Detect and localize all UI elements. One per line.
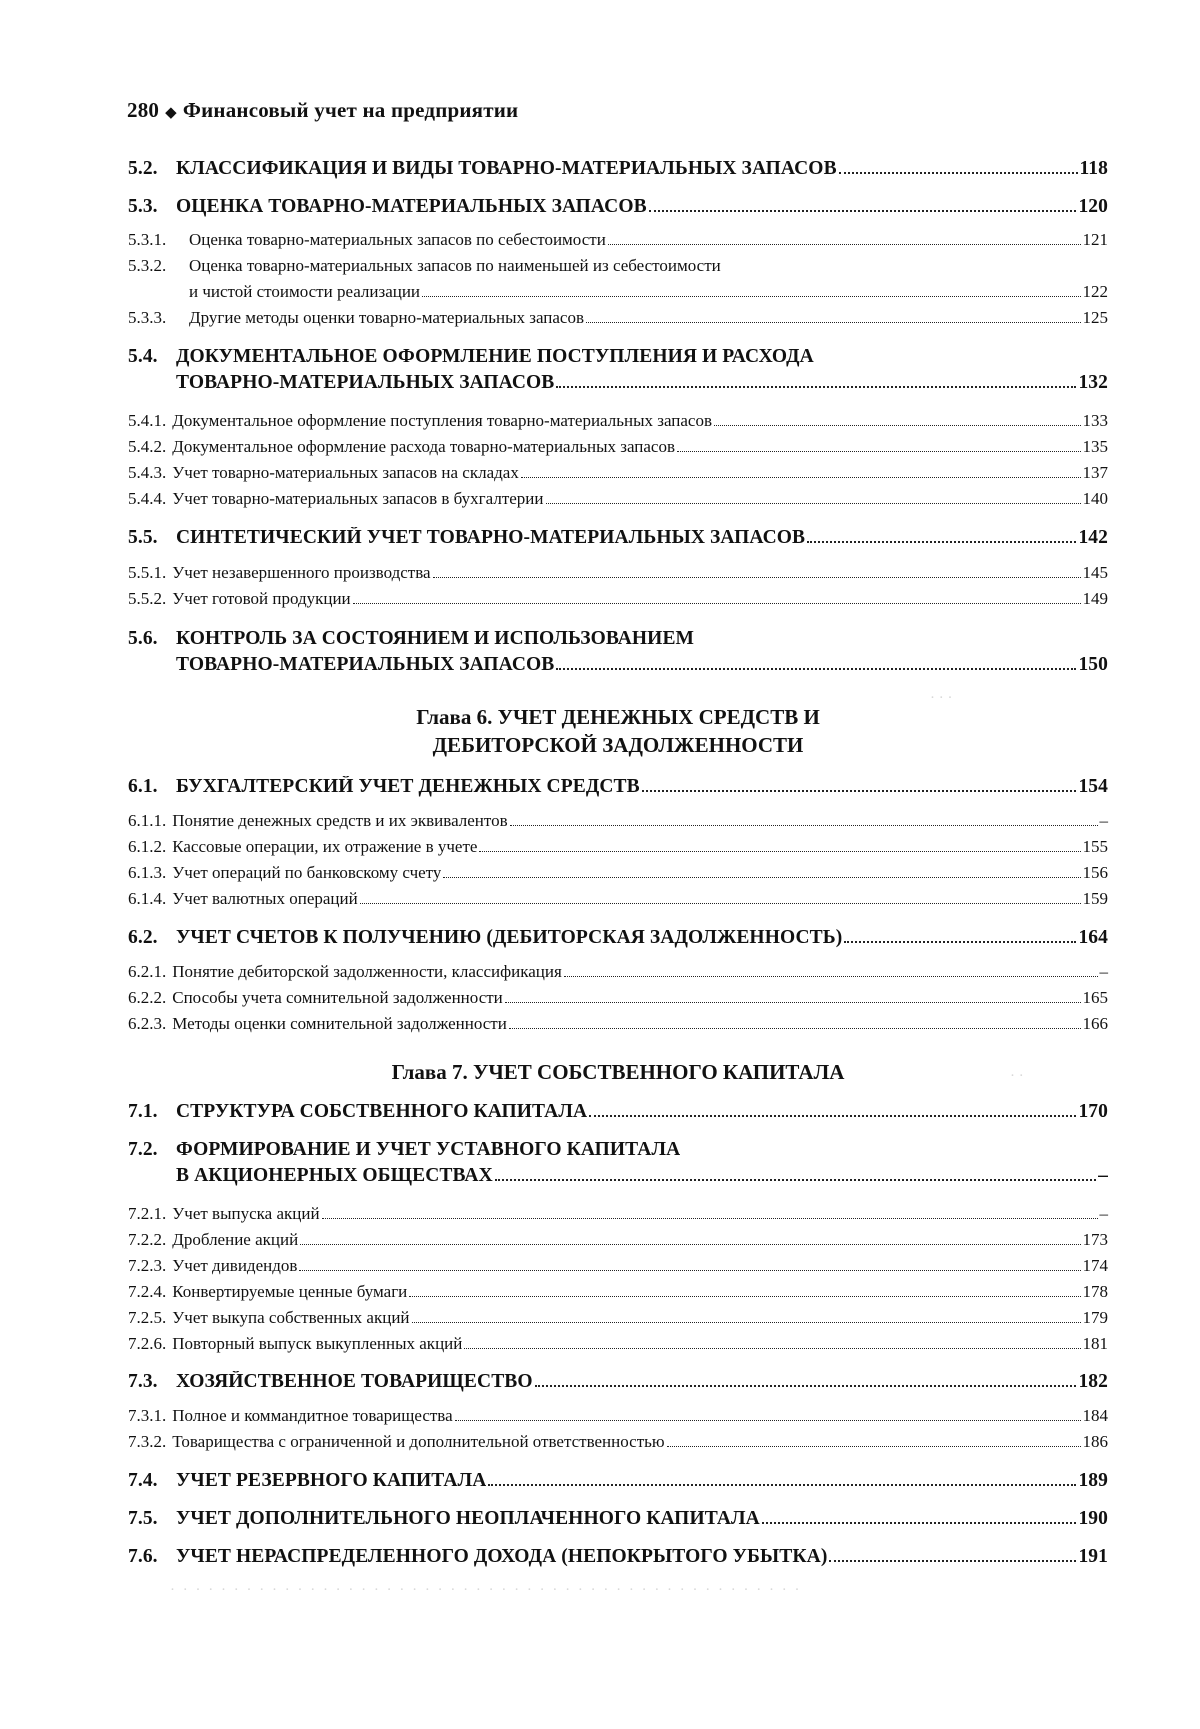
toc-entry-7-2-4[interactable] bbox=[128, 1282, 1108, 1302]
entry-number: 7.3.1. bbox=[128, 1406, 167, 1425]
entry-title: УЧЕТ СЧЕТОВ К ПОЛУЧЕНИЮ (ДЕБИТОРСКАЯ ЗАДОЛЖЕННОСТЬ) bbox=[176, 927, 843, 948]
entry-title: Кассовые операции, их отражение в учете bbox=[172, 837, 478, 856]
entry-number: 6.2. bbox=[128, 927, 158, 948]
entry-page: 166 bbox=[1082, 1014, 1108, 1033]
entry-number: 6.1.3. bbox=[128, 863, 167, 882]
dot-leader bbox=[464, 1348, 1080, 1349]
dot-leader bbox=[300, 1244, 1080, 1245]
entry-title: УЧЕТ ДОПОЛНИТЕЛЬНОГО НЕОПЛАЧЕННОГО КАПИТАЛА bbox=[176, 1508, 760, 1529]
dot-leader bbox=[762, 1522, 1077, 1524]
entry-number: 5.4.3. bbox=[128, 463, 167, 482]
diamond-icon: ◆ bbox=[165, 105, 177, 121]
toc-entry-7-1[interactable] bbox=[128, 1101, 1108, 1123]
entry-number: 5.4.1. bbox=[128, 411, 167, 430]
entry-title: ФОРМИРОВАНИЕ И УЧЕТ УСТАВНОГО КАПИТАЛА bbox=[176, 1139, 681, 1160]
toc-entry-5-3-3[interactable] bbox=[128, 308, 1108, 328]
entry-page: – bbox=[1099, 1204, 1108, 1223]
toc-entry-6-2-3[interactable] bbox=[128, 1014, 1108, 1034]
toc-entry-6-1-1[interactable] bbox=[128, 811, 1108, 831]
entry-page: 135 bbox=[1082, 437, 1108, 456]
toc-entry-7-2-6[interactable] bbox=[128, 1334, 1108, 1354]
dot-leader bbox=[608, 244, 1081, 245]
toc-entry-7-3-1[interactable] bbox=[128, 1406, 1108, 1426]
entry-page: 189 bbox=[1078, 1470, 1108, 1491]
dot-leader bbox=[509, 1028, 1081, 1029]
entry-title: Учет товарно-материальных запасов в бухгалтерии bbox=[172, 489, 544, 508]
entry-title: УЧЕТ РЕЗЕРВНОГО КАПИТАЛА bbox=[176, 1470, 487, 1491]
chapter-heading-7 bbox=[128, 1058, 1108, 1086]
entry-number: 7.4. bbox=[128, 1470, 158, 1491]
toc-entry-6-2-2[interactable] bbox=[128, 988, 1108, 1008]
entry-number: 7.6. bbox=[128, 1546, 158, 1567]
entry-page: 173 bbox=[1082, 1230, 1108, 1249]
entry-page: 150 bbox=[1078, 654, 1108, 675]
dot-leader bbox=[495, 1179, 1096, 1181]
dot-leader bbox=[479, 851, 1080, 852]
entry-number: 6.1.2. bbox=[128, 837, 167, 856]
dot-leader bbox=[556, 668, 1076, 670]
toc-entry-6-1-2[interactable] bbox=[128, 837, 1108, 857]
entry-number: 7.1. bbox=[128, 1101, 158, 1122]
entry-title: Документальное оформление расхода товарно-материальных запасов bbox=[172, 437, 676, 456]
entry-page: 174 bbox=[1082, 1256, 1108, 1275]
entry-title: Учет выпуска акций bbox=[172, 1204, 320, 1223]
entry-page: 125 bbox=[1082, 308, 1108, 327]
toc-entry-5-3-2-line1[interactable] bbox=[128, 256, 1108, 276]
entry-title: Оценка товарно-материальных запасов по наименьшей из себестоимости bbox=[189, 256, 721, 275]
dot-leader bbox=[412, 1322, 1081, 1323]
dot-leader bbox=[409, 1296, 1080, 1297]
entry-page: 145 bbox=[1082, 563, 1108, 582]
entry-page: 156 bbox=[1082, 863, 1108, 882]
entry-title: УЧЕТ НЕРАСПРЕДЕЛЕННОГО ДОХОДА (НЕПОКРЫТОГО УБЫТКА) bbox=[176, 1546, 828, 1567]
entry-page: 154 bbox=[1078, 776, 1108, 797]
entry-page: 118 bbox=[1079, 158, 1108, 179]
toc-entry-5-6-line1[interactable] bbox=[128, 628, 1108, 650]
toc-entry-6-2[interactable] bbox=[128, 927, 1108, 949]
bleed-through-mark: · · bbox=[1010, 1068, 1024, 1084]
entry-title: Понятие дебиторской задолженности, классификация bbox=[172, 962, 562, 981]
entry-number: 5.4.2. bbox=[128, 437, 167, 456]
entry-page: 179 bbox=[1082, 1308, 1108, 1327]
toc-entry-6-2-1[interactable] bbox=[128, 962, 1108, 982]
entry-page: 186 bbox=[1082, 1432, 1108, 1451]
toc-entry-5-4-1[interactable] bbox=[128, 411, 1108, 431]
entry-page: 121 bbox=[1082, 230, 1108, 249]
entry-page: 142 bbox=[1078, 527, 1108, 548]
toc-entry-7-2[interactable] bbox=[176, 1165, 1108, 1187]
toc-entry-7-3[interactable] bbox=[128, 1371, 1108, 1393]
entry-number: 5.3.2. bbox=[128, 256, 167, 275]
entry-title: Учет выкупа собственных акций bbox=[172, 1308, 410, 1327]
entry-page: 182 bbox=[1078, 1371, 1108, 1392]
entry-number: 6.1.1. bbox=[128, 811, 167, 830]
entry-title: ОЦЕНКА ТОВАРНО-МАТЕРИАЛЬНЫХ ЗАПАСОВ bbox=[176, 196, 647, 217]
dot-leader bbox=[322, 1218, 1098, 1219]
dot-leader bbox=[299, 1270, 1080, 1271]
toc-entry-7-2-3[interactable] bbox=[128, 1256, 1108, 1276]
entry-title: Полное и коммандитное товарищества bbox=[172, 1406, 453, 1425]
entry-number: 7.2.4. bbox=[128, 1282, 167, 1301]
entry-title: Повторный выпуск выкупленных акций bbox=[172, 1334, 463, 1353]
entry-number: 6.2.3. bbox=[128, 1014, 167, 1033]
dot-leader bbox=[546, 503, 1081, 504]
entry-title: и чистой стоимости реализации bbox=[189, 282, 421, 301]
dot-leader bbox=[844, 941, 1076, 943]
entry-number: 6.2.1. bbox=[128, 962, 167, 981]
entry-page: 190 bbox=[1078, 1508, 1108, 1529]
entry-title: Учет валютных операций bbox=[172, 889, 358, 908]
toc-entry-5-5-1[interactable] bbox=[128, 563, 1108, 583]
entry-number: 7.2.6. bbox=[128, 1334, 167, 1353]
dot-leader bbox=[443, 877, 1080, 878]
entry-number: 7.3.2. bbox=[128, 1432, 167, 1451]
entry-number: 5.2. bbox=[128, 158, 158, 179]
entry-number: 7.2.3. bbox=[128, 1256, 167, 1275]
chapter-title-line: Глава 6. УЧЕТ ДЕНЕЖНЫХ СРЕДСТВ И bbox=[416, 705, 820, 729]
page-number: 280 bbox=[127, 98, 160, 122]
dot-leader bbox=[589, 1115, 1076, 1117]
dot-leader bbox=[829, 1560, 1076, 1562]
entry-title: Дробление акций bbox=[172, 1230, 299, 1249]
entry-page: 164 bbox=[1078, 927, 1108, 948]
entry-page: 184 bbox=[1082, 1406, 1108, 1425]
entry-title: Оценка товарно-материальных запасов по себестоимости bbox=[189, 230, 606, 249]
dot-leader bbox=[422, 296, 1080, 297]
toc-entry-5-3-2[interactable] bbox=[189, 282, 1108, 302]
dot-leader bbox=[649, 210, 1077, 212]
entry-title: ХОЗЯЙСТВЕННОЕ ТОВАРИЩЕСТВО bbox=[176, 1371, 533, 1392]
toc-entry-5-5-2[interactable] bbox=[128, 589, 1108, 609]
entry-title: Учет дивидендов bbox=[172, 1256, 298, 1275]
chapter-title-line: ДЕБИТОРСКОЙ ЗАДОЛЖЕННОСТИ bbox=[432, 733, 804, 757]
toc-entry-7-5[interactable] bbox=[128, 1508, 1108, 1530]
toc-entry-5-3-1[interactable] bbox=[128, 230, 1108, 250]
entry-number: 5.6. bbox=[128, 628, 158, 649]
entry-number: 7.5. bbox=[128, 1508, 158, 1529]
toc-entry-7-2-line1[interactable] bbox=[128, 1139, 1108, 1161]
dot-leader bbox=[433, 577, 1081, 578]
dot-leader bbox=[839, 172, 1078, 174]
entry-page: 155 bbox=[1082, 837, 1108, 856]
dot-leader bbox=[510, 825, 1098, 826]
entry-number: 7.2.2. bbox=[128, 1230, 167, 1249]
entry-title: ДОКУМЕНТАЛЬНОЕ ОФОРМЛЕНИЕ ПОСТУПЛЕНИЯ И РАСХОДА bbox=[176, 346, 814, 367]
bleed-through-mark: · · · · · · · · · · · · · · · · · · · · · · · · · · · · · · · · · · · · · · · · · · · · · · · · · · bbox=[170, 1582, 802, 1598]
toc-entry-5-3[interactable] bbox=[128, 196, 1108, 218]
entry-number: 7.2. bbox=[128, 1139, 158, 1160]
entry-number: 5.3.1. bbox=[128, 230, 167, 249]
dot-leader bbox=[586, 322, 1080, 323]
running-header bbox=[127, 98, 518, 123]
bleed-through-mark: · · · bbox=[930, 690, 953, 706]
book-title: Финансовый учет на предприятии bbox=[182, 98, 519, 122]
entry-title: Товарищества с ограниченной и дополнительной ответственностью bbox=[172, 1432, 665, 1451]
entry-title: ТОВАРНО-МАТЕРИАЛЬНЫХ ЗАПАСОВ bbox=[176, 654, 555, 675]
toc-entry-5-4[interactable] bbox=[176, 372, 1108, 394]
dot-leader bbox=[535, 1385, 1077, 1387]
entry-number: 7.3. bbox=[128, 1371, 158, 1392]
dot-leader bbox=[488, 1484, 1076, 1486]
entry-page: – bbox=[1099, 811, 1108, 830]
dot-leader bbox=[521, 477, 1081, 478]
entry-number: 5.5.2. bbox=[128, 589, 167, 608]
dot-leader bbox=[807, 541, 1076, 543]
toc-entry-6-1[interactable] bbox=[128, 776, 1108, 798]
toc-entry-7-3-2[interactable] bbox=[128, 1432, 1108, 1452]
entry-title: КОНТРОЛЬ ЗА СОСТОЯНИЕМ И ИСПОЛЬЗОВАНИЕМ bbox=[176, 628, 695, 649]
chapter-title-line: Глава 7. УЧЕТ СОБСТВЕННОГО КАПИТАЛА bbox=[391, 1060, 845, 1084]
entry-page: 140 bbox=[1082, 489, 1108, 508]
entry-page: 159 bbox=[1082, 889, 1108, 908]
chapter-heading-6 bbox=[128, 703, 1108, 759]
entry-title: В АКЦИОНЕРНЫХ ОБЩЕСТВАХ bbox=[176, 1165, 493, 1186]
entry-title: Учет незавершенного производства bbox=[172, 563, 431, 582]
entry-page: 132 bbox=[1078, 372, 1108, 393]
entry-title: СТРУКТУРА СОБСТВЕННОГО КАПИТАЛА bbox=[176, 1101, 588, 1122]
entry-number: 5.5. bbox=[128, 527, 158, 548]
entry-title: ТОВАРНО-МАТЕРИАЛЬНЫХ ЗАПАСОВ bbox=[176, 372, 555, 393]
entry-page: 120 bbox=[1078, 196, 1108, 217]
dot-leader bbox=[677, 451, 1080, 452]
entry-title: Методы оценки сомнительной задолженности bbox=[172, 1014, 507, 1033]
entry-page: – bbox=[1098, 1165, 1108, 1186]
toc-entry-5-4-line1[interactable] bbox=[128, 346, 1108, 368]
entry-page: 122 bbox=[1082, 282, 1108, 301]
entry-page: – bbox=[1099, 962, 1108, 981]
entry-number: 5.5.1. bbox=[128, 563, 167, 582]
toc-entry-5-2[interactable] bbox=[128, 158, 1108, 180]
dot-leader bbox=[556, 386, 1076, 388]
toc-entry-7-2-5[interactable] bbox=[128, 1308, 1108, 1328]
entry-title: Учет готовой продукции bbox=[172, 589, 351, 608]
entry-number: 5.3. bbox=[128, 196, 158, 217]
entry-number: 5.3.3. bbox=[128, 308, 167, 327]
entry-title: Документальное оформление поступления товарно-материальных запасов bbox=[172, 411, 712, 430]
entry-page: 149 bbox=[1082, 589, 1108, 608]
entry-page: 170 bbox=[1078, 1101, 1108, 1122]
dot-leader bbox=[360, 903, 1081, 904]
entry-page: 178 bbox=[1082, 1282, 1108, 1301]
dot-leader bbox=[564, 976, 1098, 977]
entry-title: Учет операций по банковскому счету bbox=[172, 863, 442, 882]
dot-leader bbox=[714, 425, 1081, 426]
entry-title: Понятие денежных средств и их эквивалентов bbox=[172, 811, 508, 830]
toc-entry-5-4-4[interactable] bbox=[128, 489, 1108, 509]
toc-entry-6-1-4[interactable] bbox=[128, 889, 1108, 909]
entry-number: 6.1.4. bbox=[128, 889, 167, 908]
entry-number: 6.2.2. bbox=[128, 988, 167, 1007]
entry-page: 181 bbox=[1082, 1334, 1108, 1353]
entry-title: Способы учета сомнительной задолженности bbox=[172, 988, 503, 1007]
entry-title: СИНТЕТИЧЕСКИЙ УЧЕТ ТОВАРНО-МАТЕРИАЛЬНЫХ ЗАПАСОВ bbox=[176, 527, 806, 548]
toc-entry-6-1-3[interactable] bbox=[128, 863, 1108, 883]
toc-entry-7-2-2[interactable] bbox=[128, 1230, 1108, 1250]
toc-entry-7-4[interactable] bbox=[128, 1470, 1108, 1492]
entry-page: 133 bbox=[1082, 411, 1108, 430]
entry-title: БУХГАЛТЕРСКИЙ УЧЕТ ДЕНЕЖНЫХ СРЕДСТВ bbox=[176, 776, 640, 797]
toc-entry-5-5[interactable] bbox=[128, 527, 1108, 549]
entry-title: КЛАССИФИКАЦИЯ И ВИДЫ ТОВАРНО-МАТЕРИАЛЬНЫХ ЗАПАСОВ bbox=[176, 158, 837, 179]
entry-number: 5.4.4. bbox=[128, 489, 167, 508]
entry-page: 165 bbox=[1082, 988, 1108, 1007]
toc-entry-5-4-2[interactable] bbox=[128, 437, 1108, 457]
dot-leader bbox=[642, 790, 1077, 792]
entry-title: Другие методы оценки товарно-материальных запасов bbox=[189, 308, 585, 327]
dot-leader bbox=[353, 603, 1081, 604]
entry-number: 6.1. bbox=[128, 776, 158, 797]
toc-entry-7-6[interactable] bbox=[128, 1546, 1108, 1568]
entry-title: Конвертируемые ценные бумаги bbox=[172, 1282, 408, 1301]
dot-leader bbox=[667, 1446, 1081, 1447]
entry-number: 7.2.5. bbox=[128, 1308, 167, 1327]
toc-entry-5-6[interactable] bbox=[176, 654, 1108, 676]
entry-page: 191 bbox=[1078, 1546, 1108, 1567]
entry-number: 7.2.1. bbox=[128, 1204, 167, 1223]
entry-number: 5.4. bbox=[128, 346, 158, 367]
dot-leader bbox=[455, 1420, 1081, 1421]
toc-entry-5-4-3[interactable] bbox=[128, 463, 1108, 483]
dot-leader bbox=[505, 1002, 1081, 1003]
entry-title: Учет товарно-материальных запасов на складах bbox=[172, 463, 519, 482]
toc-entry-7-2-1[interactable] bbox=[128, 1204, 1108, 1224]
entry-page: 137 bbox=[1082, 463, 1108, 482]
